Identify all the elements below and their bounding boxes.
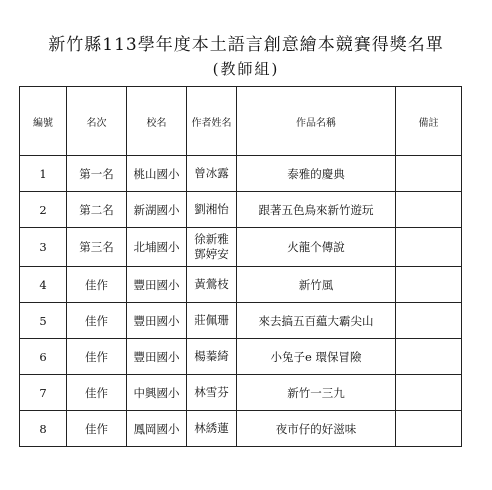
- author-name: 林雪芬: [194, 385, 229, 399]
- table-row: [20, 156, 462, 192]
- table-row: [20, 192, 462, 228]
- header-school: 校名: [127, 87, 187, 156]
- cell-school: 豐田國小: [127, 303, 187, 339]
- author-name: 黃鶯枝: [194, 277, 229, 291]
- author-name: 楊蓁綺: [194, 349, 229, 363]
- cell-author: [187, 411, 237, 447]
- cell-school: 北埔國小: [127, 228, 187, 267]
- cell-note: [396, 228, 462, 267]
- author-name: 曾冰露: [194, 166, 229, 180]
- cell-rank: 佳作: [67, 303, 127, 339]
- author-name: 林綉蓮: [194, 421, 229, 435]
- cell-school: 新湖國小: [127, 192, 187, 228]
- table-body: [20, 156, 462, 447]
- cell-number: 3: [20, 228, 67, 267]
- table-header-row: [20, 87, 462, 156]
- cell-work: 火龍个傳說: [237, 228, 396, 267]
- cell-number: 5: [20, 303, 67, 339]
- cell-rank: 佳作: [67, 267, 127, 303]
- cell-number: 2: [20, 192, 67, 228]
- cell-author: [187, 267, 237, 303]
- cell-rank: 佳作: [67, 411, 127, 447]
- header-author: 作者姓名: [187, 87, 237, 156]
- cell-school: 豐田國小: [127, 339, 187, 375]
- cell-author: [187, 228, 237, 267]
- cell-author: [187, 156, 237, 192]
- table-row: [20, 339, 462, 375]
- table-row: [20, 411, 462, 447]
- cell-author: [187, 339, 237, 375]
- cell-author: [187, 303, 237, 339]
- table-row: [20, 267, 462, 303]
- header-note: 備註: [396, 87, 462, 156]
- cell-author: [187, 375, 237, 411]
- header-work: 作品名稱: [237, 87, 396, 156]
- cell-note: [396, 375, 462, 411]
- cell-school: 鳳岡國小: [127, 411, 187, 447]
- cell-work: 來去搞五百藴大霸尖山: [237, 303, 396, 339]
- document-subtitle: (教師組): [212, 60, 280, 78]
- header-number: 編號: [20, 87, 67, 156]
- cell-work: 泰雅的慶典: [237, 156, 396, 192]
- header-rank: 名次: [67, 87, 127, 156]
- cell-number: 7: [20, 375, 67, 411]
- table-row: [20, 228, 462, 267]
- cell-number: 6: [20, 339, 67, 375]
- author-name: 劉湘怡: [194, 202, 229, 216]
- cell-school: 桃山國小: [127, 156, 187, 192]
- cell-work: 夜市仔的好滋味: [237, 411, 396, 447]
- author-name: 鄧婷安: [194, 247, 229, 261]
- cell-note: [396, 192, 462, 228]
- cell-rank: 第一名: [67, 156, 127, 192]
- cell-note: [396, 267, 462, 303]
- cell-rank: 佳作: [67, 339, 127, 375]
- cell-work: 小兔子e 環保冒險: [237, 339, 396, 375]
- table-row: [20, 303, 462, 339]
- cell-number: 4: [20, 267, 67, 303]
- cell-rank: 佳作: [67, 375, 127, 411]
- cell-number: 8: [20, 411, 67, 447]
- cell-school: 中興國小: [127, 375, 187, 411]
- cell-note: [396, 156, 462, 192]
- cell-rank: 第三名: [67, 228, 127, 267]
- cell-rank: 第二名: [67, 192, 127, 228]
- cell-work: 新竹一三九: [237, 375, 396, 411]
- table-row: [20, 375, 462, 411]
- cell-author: [187, 192, 237, 228]
- cell-number: 1: [20, 156, 67, 192]
- cell-note: [396, 339, 462, 375]
- cell-note: [396, 411, 462, 447]
- author-name: 徐新雅: [194, 232, 229, 246]
- awards-table: [19, 86, 462, 447]
- cell-work: 跟著五色鳥來新竹遊玩: [237, 192, 396, 228]
- author-name: 莊佩珊: [194, 313, 229, 327]
- cell-school: 豐田國小: [127, 267, 187, 303]
- document-title: 新竹縣113學年度本土語言創意繪本競賽得獎名單: [48, 35, 444, 55]
- cell-note: [396, 303, 462, 339]
- cell-work: 新竹風: [237, 267, 396, 303]
